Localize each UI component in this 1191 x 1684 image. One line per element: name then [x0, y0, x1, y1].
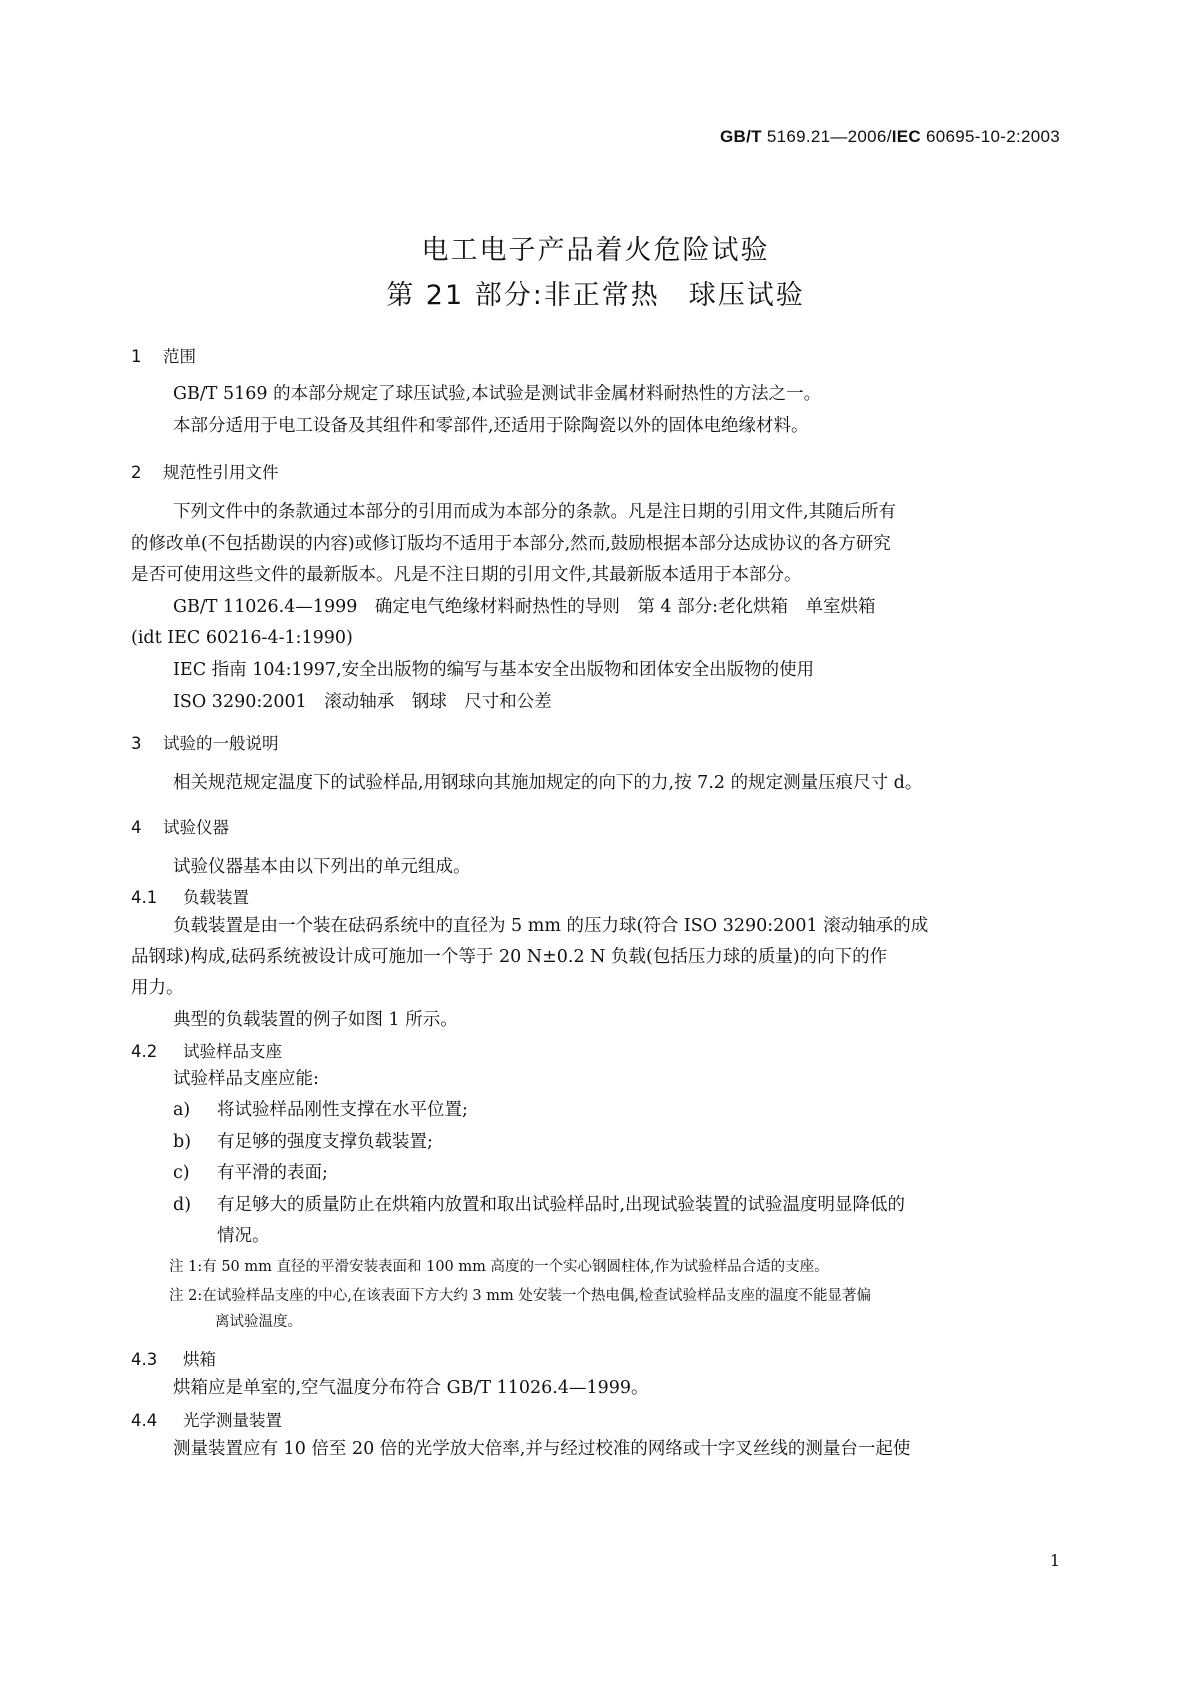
list-item-continuation: 情况。 [217, 1226, 270, 1246]
section-heading-4-2: 4.2 试验样品支座 [131, 1042, 282, 1061]
note-2: 注 2:在试验样品支座的中心,在该表面下方大约 3 mm 处安装一个热电偶,检查试验样品支座的温度不能显著偏 [169, 1288, 871, 1304]
paragraph: 下列文件中的条款通过本部分的引用而成为本部分的条款。凡是注日期的引用文件,其随后所有 [173, 502, 897, 522]
section-heading-2: 2 规范性引用文件 [131, 463, 279, 482]
note-1: 注 1:有 50 mm 直径的平滑安装表面和 100 mm 高度的一个实心钢圆柱体,作为试验样品合适的支座。 [169, 1259, 829, 1275]
document-subtitle: 第 21 部分:非正常热 球压试验 [386, 280, 805, 311]
paragraph: 试验仪器基本由以下列出的单元组成。 [173, 857, 471, 877]
paragraph: 相关规范规定温度下的试验样品,用钢球向其施加规定的向下的力,按 7.2 的规定测量压痕尺寸 d。 [173, 773, 923, 793]
paragraph: 负载装置是由一个装在砝码系统中的直径为 5 mm 的压力球(符合 ISO 3290:2001 滚动轴承的成 [173, 916, 929, 936]
paragraph: 用力。 [131, 978, 184, 998]
standard-code: GB/T 5169.21—2006/IEC 60695-10-2:2003 [719, 127, 1060, 146]
list-item: c) 有平滑的表面; [173, 1163, 328, 1183]
section-heading-4: 4 试验仪器 [131, 818, 229, 837]
section-heading-4-3: 4.3 烘箱 [131, 1350, 216, 1369]
paragraph: 本部分适用于电工设备及其组件和零部件,还适用于除陶瓷以外的固体电绝缘材料。 [173, 416, 809, 436]
paragraph: 测量装置应有 10 倍至 20 倍的光学放大倍率,并与经过校准的网络或十字叉丝线的测量台一起使 [173, 1439, 911, 1459]
note-2-continuation: 离试验温度。 [215, 1314, 302, 1330]
paragraph: 的修改单(不包括勘误的内容)或修订版均不适用于本部分,然而,鼓励根据本部分达成协议的各方研究 [131, 534, 891, 554]
reference-entry: IEC 指南 104:1997,安全出版物的编写与基本安全出版物和团体安全出版物的使用 [173, 660, 815, 680]
paragraph: 典型的负载装置的例子如图 1 所示。 [173, 1010, 458, 1030]
section-heading-4-1: 4.1 负载装置 [131, 888, 249, 907]
paragraph: 烘箱应是单室的,空气温度分布符合 GB/T 11026.4—1999。 [173, 1378, 649, 1398]
section-heading-1: 1 范围 [131, 347, 196, 366]
document-title: 电工电子产品着火危险试验 [421, 235, 770, 266]
section-heading-4-4: 4.4 光学测量装置 [131, 1411, 282, 1430]
paragraph: 是否可使用这些文件的最新版本。凡是不注日期的引用文件,其最新版本适用于本部分。 [131, 565, 802, 585]
list-item: a) 将试验样品刚性支撑在水平位置; [173, 1100, 468, 1120]
reference-entry: GB/T 11026.4—1999 确定电气绝缘材料耐热性的导则 第 4 部分:老化烘箱 单室烘箱 [173, 597, 876, 617]
page-number: 1 [1049, 1551, 1060, 1570]
section-heading-3: 3 试验的一般说明 [131, 734, 279, 753]
reference-entry: (idt IEC 60216-4-1:1990) [131, 628, 353, 648]
reference-entry: ISO 3290:2001 滚动轴承 钢球 尺寸和公差 [173, 692, 552, 712]
list-item: d) 有足够大的质量防止在烘箱内放置和取出试验样品时,出现试验装置的试验温度明显降低的 [173, 1195, 906, 1215]
paragraph: 品钢球)构成,砝码系统被设计成可施加一个等于 20 N±0.2 N 负载(包括压力球的质量)的向下的作 [131, 947, 888, 967]
paragraph: GB/T 5169 的本部分规定了球压试验,本试验是测试非金属材料耐热性的方法之一。 [173, 384, 822, 404]
paragraph: 试验样品支座应能: [173, 1069, 319, 1089]
list-item: b) 有足够的强度支撑负载装置; [173, 1132, 433, 1152]
